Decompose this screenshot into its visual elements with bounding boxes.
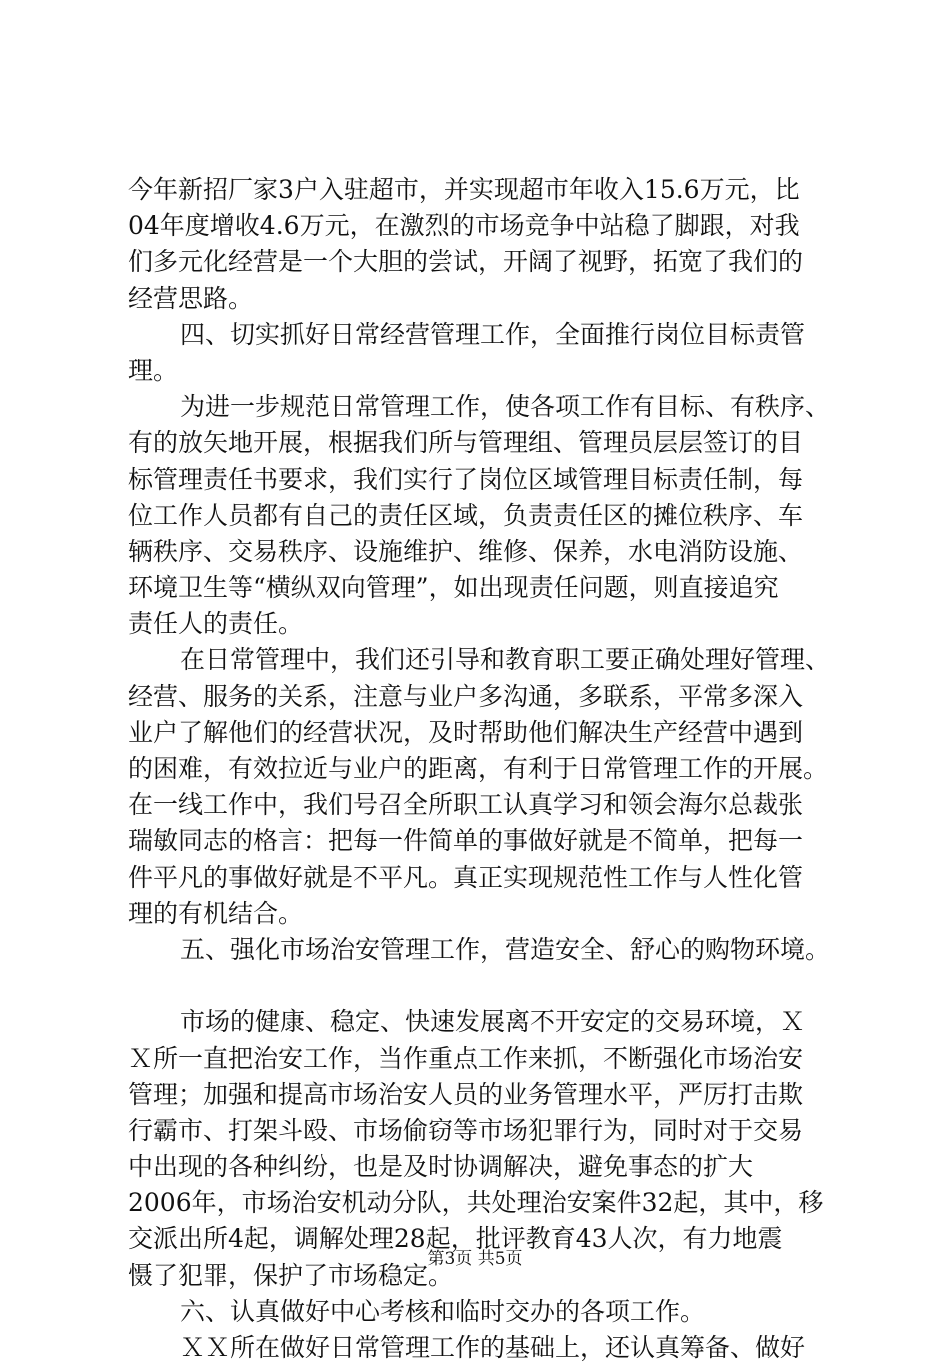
text-line: 业户了解他们的经营状况，及时帮助他们解决生产经营中遇到 [128,717,804,747]
section-heading-6: 六、认真做好中心考核和临时交办的各项工作。 [180,1296,706,1326]
paragraph-start: 市场的健康、稳定、快速发展离不开安定的交易环境，Ｘ [180,1007,806,1037]
text-line: 瑞敏同志的格言：把每一件简单的事做好就是不简单，把每一 [128,826,804,856]
paragraph-start: 为进一步规范日常管理工作，使各项工作有目标、有秩序、 [180,392,831,422]
text-line: 件平凡的事做好就是不平凡。真正实现规范性工作与人性化管 [128,862,804,892]
text-line: 理的有机结合。 [128,898,304,928]
section-heading-5: 五、强化市场治安管理工作，营造安全、舒心的购物环境。 [180,934,831,964]
text-line: 中出现的各种纠纷，也是及时协调解决，避免事态的扩大 [128,1152,754,1182]
text-line: 行霸市、打架斗殴、市场偷窃等市场犯罪行为，同时对于交易 [128,1115,804,1145]
text-line: 2006年，市场治安机动分队，共处理治安案件32起，其中，移 [128,1188,824,1218]
text-line: Ｘ所一直把治安工作，当作重点工作来抓，不断强化市场治安 [128,1043,804,1073]
text-line: 理。 [128,355,179,385]
text-line: 今年新招厂家3户入驻超市，并实现超市年收入15.6万元，比 [128,175,800,204]
section-heading-4: 四、切实抓好日常经营管理工作，全面推行岗位目标责管 [180,319,806,349]
text-line: 辆秩序、交易秩序、设施维护、维修、保养，水电消防设施、 [128,536,804,566]
text-line: 们多元化经营是一个大胆的尝试，开阔了视野，拓宽了我们的 [128,247,804,277]
text-line: 管理；加强和提高市场治安人员的业务管理水平，严厉打击欺 [128,1079,804,1109]
text-line: 慑了犯罪，保护了市场稳定。 [128,1260,454,1290]
paragraph-start: ＸＸ所在做好日常管理工作的基础上，还认真筹备、做好 [180,1333,806,1362]
text-line: 交派出所4起，调解处理28起，批评教育43人次，有力地震 [128,1224,783,1254]
text-line: 的困难，有效拉近与业户的距离，有利于日常管理工作的开展。 [128,754,829,783]
text-line: 在一线工作中，我们号召全所职工认真学习和领会海尔总裁张 [128,790,804,820]
text-line: 标管理责任书要求，我们实行了岗位区域管理目标责任制，每 [128,464,804,494]
page-footer: 第3页 共5页 [427,1249,523,1269]
text-line: 责任人的责任。 [128,609,304,639]
paragraph-start: 在日常管理中，我们还引导和教育职工要正确处理好管理、 [180,645,831,675]
text-line: 位工作人员都有自己的责任区域，负责责任区的摊位秩序、车 [128,500,804,530]
body-text [128,172,831,1366]
blank-line [128,968,828,1004]
text-line: 环境卫生等“横纵双向管理”，如出现责任问题，则直接追究 [128,573,779,603]
text-line: 有的放矢地开展，根据我们所与管理组、管理员层层签订的目 [128,428,804,458]
text-line: 04年度增收4.6万元，在激烈的市场竞争中站稳了脚跟，对我 [128,211,800,241]
text-line: 经营、服务的关系，注意与业户多沟通，多联系，平常多深入 [128,681,804,711]
text-line: 经营思路。 [128,283,254,313]
